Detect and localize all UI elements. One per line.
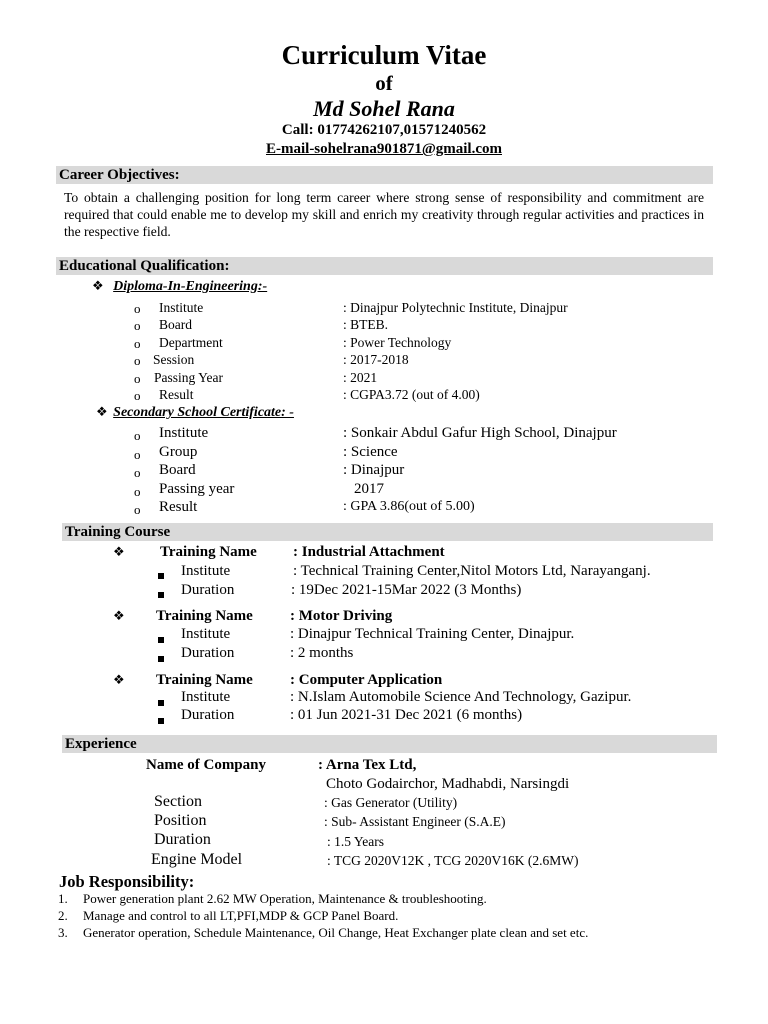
engine-label: Engine Model (151, 851, 243, 868)
list-item: Manage and control to all LT,PFI,MDP & GCP Panel Board. (83, 908, 399, 923)
diploma-label: Institute (159, 300, 204, 315)
ssc-value: 2017 (354, 481, 384, 497)
ssc-value: : Dinajpur (343, 462, 405, 478)
training-institute: : Technical Training Center,Nitol Motors Ltd, Narayanganj. (293, 563, 651, 579)
training-name: : Computer Application (290, 672, 443, 688)
circle-bullet-icon: o (134, 428, 141, 443)
document-title: Curriculum Vitae (281, 40, 487, 70)
training-name-label: Training Name (160, 544, 257, 560)
ssc-heading (96, 404, 294, 421)
circle-bullet-icon: o (134, 388, 141, 403)
training-duration: : 01 Jun 2021-31 Dec 2021 (6 months) (290, 707, 523, 723)
diamond-bullet-icon: ❖ (92, 278, 104, 293)
list-number: 1. (58, 891, 68, 906)
person-name: Md Sohel Rana (313, 96, 455, 121)
circle-bullet-icon: o (134, 447, 141, 462)
training-duration-label: Duration (181, 582, 235, 598)
list-number: 2. (58, 908, 68, 923)
square-bullet-icon (158, 712, 164, 729)
section-header-training (62, 523, 713, 541)
ssc-label: Passing year (159, 481, 235, 497)
circle-bullet-icon: o (134, 484, 141, 499)
career-objective-text: To obtain a challenging position for long term career where strong sense of responsibility and commitment are required that could enable me to develop my skill and enrich my creativity through regular activities and practices in the respective field. (64, 190, 704, 239)
list-item: Generator operation, Schedule Maintenance, Oil Change, Heat Exchanger plate clean and set etc. (83, 925, 589, 940)
training-institute: : Dinajpur Technical Training Center, Dinajpur. (290, 626, 575, 642)
section-header-education (56, 257, 713, 275)
section-label: Section (154, 793, 202, 810)
training-duration-label: Duration (181, 645, 235, 661)
contact-email[interactable]: E-mail-sohelrana901871@gmail.com (265, 141, 502, 157)
diploma-value: : 2021 (343, 370, 378, 385)
diploma-label: Board (159, 317, 192, 332)
training-duration-label: Duration (181, 707, 235, 723)
training-name: : Industrial Attachment (293, 544, 445, 560)
career-heading: Career Objectives: (59, 167, 180, 183)
diploma-value: : Dinajpur Polytechnic Institute, Dinajpur (343, 300, 568, 315)
diploma-label: Department (159, 335, 223, 350)
diploma-value: : BTEB. (343, 317, 389, 332)
training-heading: Training Course (65, 524, 171, 540)
diamond-bullet-icon: ❖ (113, 608, 125, 623)
list-item: Power generation plant 2.62 MW Operation, Maintenance & troubleshooting. (83, 891, 487, 906)
circle-bullet-icon: o (134, 371, 141, 386)
ssc-label: Board (159, 462, 196, 478)
list-number: 3. (58, 925, 68, 940)
duration-value: : 1.5 Years (327, 834, 385, 849)
section-header-experience (62, 735, 717, 753)
section-value: : Gas Generator (Utility) (324, 795, 458, 810)
position-label: Position (154, 812, 207, 829)
diamond-bullet-icon: ❖ (113, 672, 125, 687)
ssc-label: Group (159, 444, 198, 460)
job-heading: Job Responsibility: (59, 872, 195, 891)
circle-bullet-icon: o (134, 465, 141, 480)
company-name: : Arna Tex Ltd, (318, 757, 417, 773)
square-bullet-icon (158, 694, 164, 711)
circle-bullet-icon: o (134, 318, 141, 333)
diploma-label: Passing Year (154, 370, 224, 385)
ssc-value: : Science (343, 444, 398, 460)
training-name: : Motor Driving (290, 608, 393, 624)
square-bullet-icon (158, 586, 164, 603)
square-bullet-icon (158, 567, 164, 584)
duration-label: Duration (154, 831, 211, 848)
ssc-value: : Sonkair Abdul Gafur High School, Dinajpur (343, 425, 617, 441)
training-duration: : 19Dec 2021-15Mar 2022 (3 Months) (291, 582, 522, 598)
diploma-title: Diploma-In-Engineering:- (113, 279, 268, 294)
diamond-bullet-icon: ❖ (113, 544, 125, 559)
training-institute-label: Institute (181, 626, 231, 642)
circle-bullet-icon: o (134, 301, 141, 316)
contact-phone: Call: 01774262107,01571240562 (281, 122, 487, 138)
diploma-value: : CGPA3.72 (out of 4.00) (343, 387, 480, 402)
diploma-label: Session (153, 352, 195, 367)
section-header-career (56, 166, 713, 184)
training-name-label: Training Name (156, 608, 253, 624)
diamond-bullet-icon: ❖ (96, 404, 108, 419)
circle-bullet-icon: o (134, 502, 141, 517)
position-value: : Sub- Assistant Engineer (S.A.E) (324, 814, 506, 829)
training-duration: : 2 months (290, 645, 354, 661)
ssc-label: Institute (159, 425, 209, 441)
square-bullet-icon (158, 650, 164, 667)
ssc-value: : GPA 3.86(out of 5.00) (343, 499, 475, 514)
engine-value: : TCG 2020V12K , TCG 2020V16K (2.6MW) (327, 853, 579, 868)
training-institute-label: Institute (181, 563, 231, 579)
company-label: Name of Company (146, 757, 266, 773)
diploma-value: : 2017-2018 (343, 352, 409, 367)
circle-bullet-icon: o (134, 336, 141, 351)
experience-heading: Experience (65, 736, 137, 752)
training-institute: : N.Islam Automobile Science And Technology, Gazipur. (290, 689, 632, 705)
training-name-label: Training Name (156, 672, 253, 688)
ssc-title: Secondary School Certificate: - (113, 405, 294, 420)
diploma-value: : Power Technology (343, 335, 452, 350)
company-address: Choto Godairchor, Madhabdi, Narsingdi (326, 776, 570, 792)
title-of: of (375, 71, 393, 95)
training-institute-label: Institute (181, 689, 231, 705)
diploma-heading (92, 278, 267, 295)
education-heading: Educational Qualification: (59, 258, 230, 274)
square-bullet-icon (158, 631, 164, 648)
ssc-label: Result (159, 499, 198, 515)
diploma-label: Result (159, 387, 194, 402)
circle-bullet-icon: o (134, 353, 141, 368)
